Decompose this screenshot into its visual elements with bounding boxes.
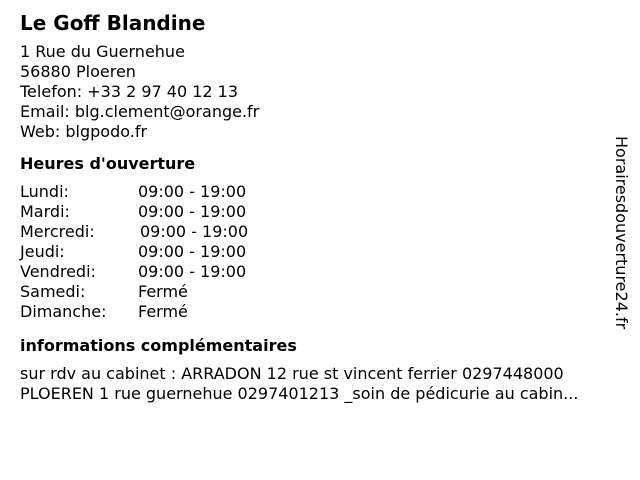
hours-row [20,282,610,302]
day-hours: 09:00 - 19:00 [138,262,247,281]
day-hours: 09:00 - 19:00 [138,182,247,201]
web-line[interactable]: Web: blgpodo.fr [20,122,148,141]
day-label: Mercredi: [20,222,95,241]
day-label: Mardi: [20,202,70,221]
hours-row [20,182,610,202]
hours-title: Heures d'ouverture [20,154,196,173]
hours-row [20,262,610,282]
info-line-1: sur rdv au cabinet : ARRADON 12 rue st vincent ferrier 0297448000 [20,364,564,383]
phone-line[interactable]: Telefon: +33 2 97 40 12 13 [20,82,239,101]
day-label: Lundi: [20,182,69,201]
hours-row [20,242,610,262]
day-hours: 09:00 - 19:00 [138,242,247,261]
email-line[interactable]: Email: blg.clement@orange.fr [20,102,260,121]
business-card [20,10,610,404]
hours-row [20,222,610,242]
business-name: Le Goff Blandine [20,11,206,35]
day-hours: Fermé [138,302,188,321]
day-hours: 09:00 - 19:00 [140,222,249,241]
hours-table [20,182,610,322]
day-label: Vendredi: [20,262,96,281]
day-label: Jeudi: [20,242,65,261]
day-hours: 09:00 - 19:00 [138,202,247,221]
hours-row [20,202,610,222]
address-city: 56880 Ploeren [20,62,136,81]
day-label: Samedi: [20,282,86,301]
site-watermark: Horairesdouverture24.fr [612,136,631,330]
day-label: Dimanche: [20,302,107,321]
hours-row [20,302,610,322]
info-line-2: PLOEREN 1 rue guernehue 0297401213 _soin de pédicurie au cabin... [20,384,579,403]
info-title: informations complémentaires [20,336,297,355]
address-street: 1 Rue du Guernehue [20,42,185,61]
day-hours: Fermé [138,282,188,301]
